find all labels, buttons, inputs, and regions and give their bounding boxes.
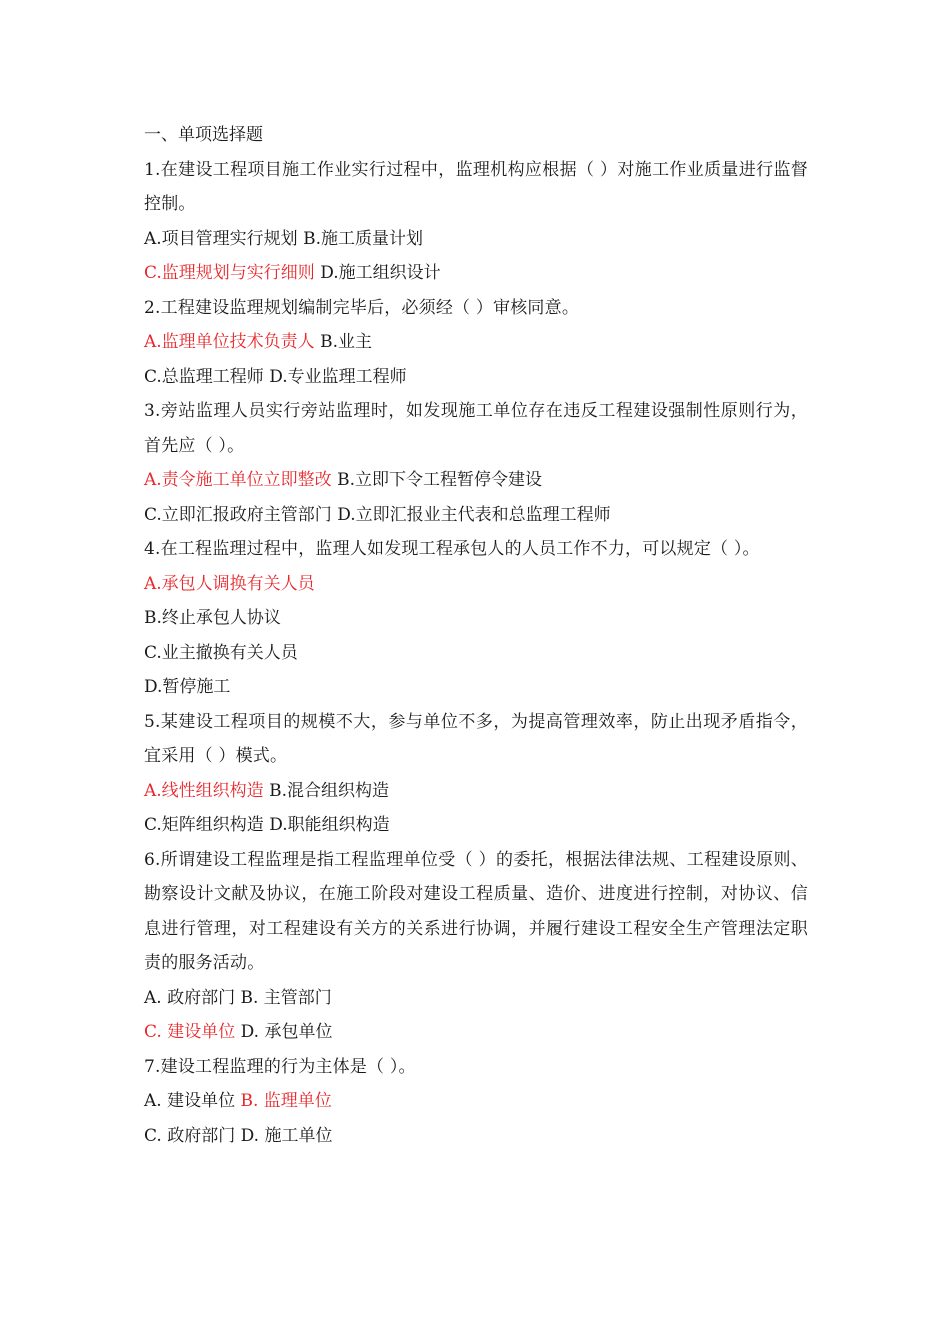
option-d: D.职能组织构造 bbox=[269, 815, 390, 835]
question-4-stem: 4.在工程监理过程中，监理人如发现工程承包人的人员工作不力，可以规定（ ）。 bbox=[144, 539, 760, 559]
option-b: B.混合组织构造 bbox=[269, 780, 389, 801]
question-6-options-row-1 bbox=[144, 981, 808, 1016]
option-c: C. 政府部门 bbox=[144, 1125, 236, 1146]
question-2-options-row-2 bbox=[144, 360, 808, 395]
question-2-stem: 2.工程建设监理规划编制完毕后，必须经（ ）审核同意。 bbox=[144, 297, 580, 318]
question-7-options-row-2 bbox=[144, 1119, 808, 1154]
question-5-options-row-2 bbox=[144, 808, 808, 843]
option-b: B.立即下令工程暂停令建设 bbox=[337, 470, 542, 490]
option-d: D.专业监理工程师 bbox=[269, 366, 407, 387]
question-1-stem: 1.在建设工程项目施工作业实行过程中，监理机构应根据（ ）对施工作业质量进行监督控制。 bbox=[144, 159, 808, 214]
question-7-options-row-1 bbox=[144, 1084, 808, 1119]
question-3-stem: 3.旁站监理人员实行旁站监理时，如发现施工单位存在违反工程建设强制性原则行为，首先应（ ）。 bbox=[144, 401, 808, 456]
option-d: D.暂停施工 bbox=[144, 677, 231, 697]
question-3-options-row-2 bbox=[144, 498, 808, 533]
question-5-stem: 5.某建设工程项目的规模不大，参与单位不多，为提高管理效率，防止出现矛盾指令，宜采用（ ）模式。 bbox=[144, 711, 808, 766]
option-b-answer: B. 监理单位 bbox=[240, 1091, 332, 1111]
option-b: B.施工质量计划 bbox=[303, 228, 423, 249]
question-6-stem: 6.所谓建设工程监理是指工程监理单位受（ ）的委托，根据法律法规、工程建设原则、勘察设计文献及协议，在施工阶段对建设工程质量、造价、进度进行控制，对协议、信息进行管理，对工程建设有关方的关系进行协调，并履行建设工程安全生产管理法定职责的服务活动。 bbox=[144, 849, 808, 973]
section-title: 一、单项选择题 bbox=[144, 125, 263, 145]
question-1-options-row-1 bbox=[144, 222, 808, 257]
option-c: C.立即汇报政府主管部门 bbox=[144, 504, 332, 525]
question-1-options-row-2 bbox=[144, 256, 808, 291]
option-b: B.业主 bbox=[320, 332, 372, 352]
option-a-answer: A.监理单位技术负责人 bbox=[144, 332, 315, 352]
document-page bbox=[144, 118, 808, 1153]
option-a-answer: A.承包人调换有关人员 bbox=[144, 573, 315, 594]
option-a: A.项目管理实行规划 bbox=[144, 228, 298, 249]
option-a-answer: A.线性组织构造 bbox=[144, 780, 264, 801]
option-a-answer: A.责令施工单位立即整改 bbox=[144, 470, 332, 490]
option-b: B. 主管部门 bbox=[240, 987, 332, 1008]
option-b: B.终止承包人协议 bbox=[144, 608, 281, 628]
option-a: A. 建设单位 bbox=[144, 1091, 236, 1111]
option-c-answer: C.监理规划与实行细则 bbox=[144, 263, 315, 283]
option-d: D. 承包单位 bbox=[240, 1022, 333, 1042]
option-d: D. 施工单位 bbox=[240, 1125, 333, 1146]
option-d: D.施工组织设计 bbox=[320, 263, 441, 283]
question-3-options-row-1 bbox=[144, 463, 808, 498]
option-c: C.业主撤换有关人员 bbox=[144, 642, 298, 663]
question-7-stem: 7.建设工程监理的行为主体是（ ）。 bbox=[144, 1056, 416, 1077]
option-c: C.矩阵组织构造 bbox=[144, 815, 264, 835]
option-c: C.总监理工程师 bbox=[144, 366, 264, 387]
option-a: A. 政府部门 bbox=[144, 987, 236, 1008]
question-6-options-row-2 bbox=[144, 1015, 808, 1050]
question-5-options-row-1 bbox=[144, 774, 808, 809]
question-2-options-row-1 bbox=[144, 325, 808, 360]
option-c-answer: C. 建设单位 bbox=[144, 1022, 236, 1042]
option-d: D.立即汇报业主代表和总监理工程师 bbox=[337, 504, 611, 525]
